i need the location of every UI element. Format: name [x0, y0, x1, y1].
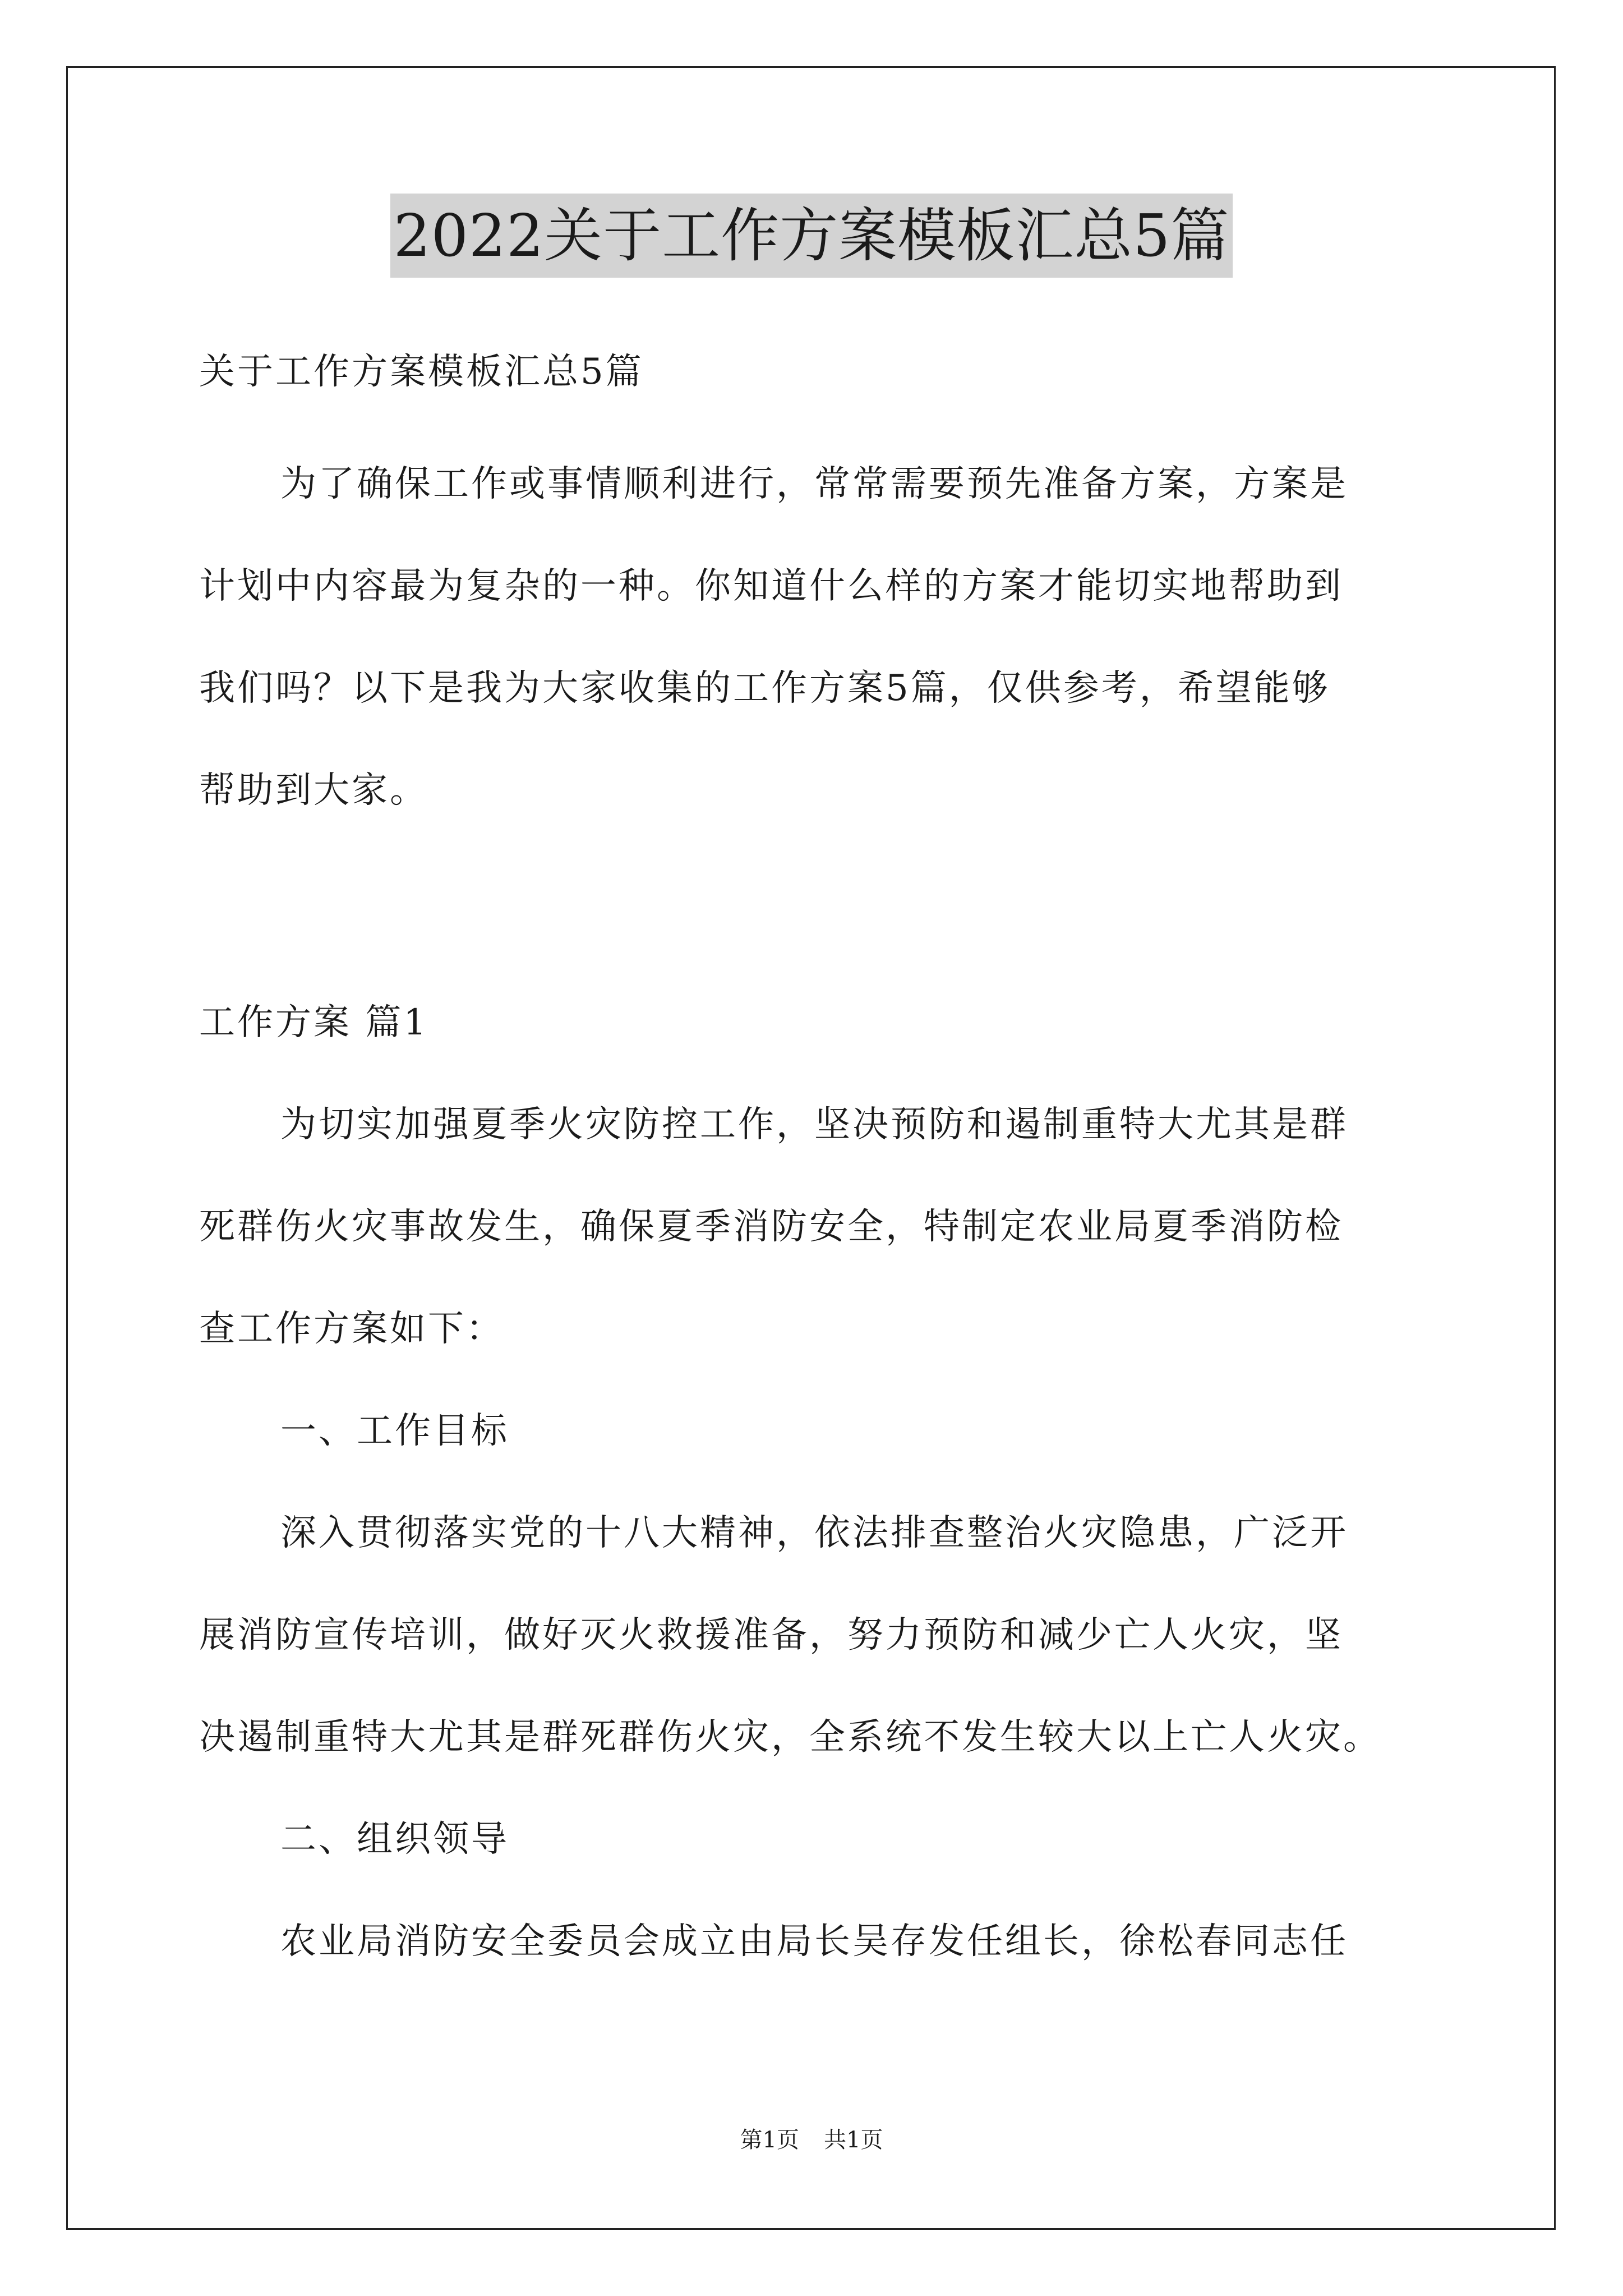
section-paragraph-line-2: 死群伤火灾事故发生，确保夏季消防安全，特制定农业局夏季消防检	[199, 1206, 1343, 1248]
intro-line-4: 帮助到大家。	[199, 770, 428, 811]
page-total: 共1页	[824, 2127, 883, 2153]
intro-line-3: 我们吗？以下是我为大家收集的工作方案5篇，仅供参考，希望能够	[199, 668, 1330, 709]
goal-paragraph-line-2: 展消防宣传培训，做好灭火救援准备，努力预防和减少亡人火灾，坚	[199, 1614, 1343, 1656]
section-heading: 工作方案 篇1	[199, 1002, 429, 1043]
page-current: 第1页	[740, 2127, 799, 2153]
section-paragraph-line-1: 为切实加强夏季火灾防控工作，坚决预防和遏制重特大尤其是群	[280, 1104, 1348, 1145]
item-heading-goal: 一、工作目标	[280, 1410, 509, 1452]
goal-paragraph-line-1: 深入贯彻落实党的十八大精神，依法排查整治火灾隐患，广泛开	[280, 1512, 1348, 1554]
section-paragraph-line-3: 查工作方案如下：	[199, 1308, 504, 1350]
document-title: 2022关于工作方案模板汇总5篇	[390, 194, 1233, 278]
goal-paragraph-line-3: 决遏制重特大尤其是群死群伤火灾，全系统不发生较大以上亡人火灾。	[199, 1717, 1381, 1758]
title-container	[0, 194, 1623, 278]
page-footer	[0, 2123, 1623, 2157]
intro-line-2: 计划中内容最为复杂的一种。你知道什么样的方案才能切实地帮助到	[199, 565, 1343, 607]
item-heading-leadership: 二、组织领导	[280, 1819, 509, 1860]
leadership-paragraph-line-1: 农业局消防安全委员会成立由局长吴存发任组长，徐松春同志任	[280, 1921, 1348, 1962]
intro-line-1: 为了确保工作或事情顺利进行，常常需要预先准备方案，方案是	[280, 463, 1348, 505]
document-subtitle: 关于工作方案模板汇总5篇	[199, 351, 644, 393]
